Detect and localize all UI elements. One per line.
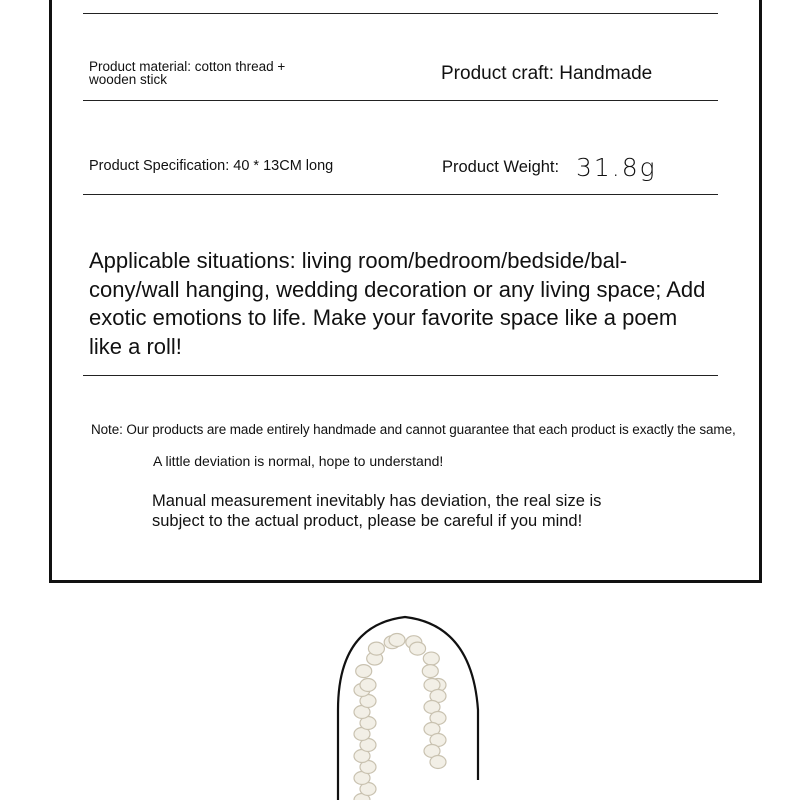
product-craft: Product craft: Handmade bbox=[441, 63, 653, 84]
divider-2 bbox=[83, 194, 718, 195]
rope-knot bbox=[423, 652, 439, 665]
divider-top bbox=[83, 13, 718, 14]
braided-rope-icon bbox=[354, 634, 446, 800]
applicable-situations: Applicable situations: living room/bedroom/bedside/bal-cony/wall hanging, wedding decoration or any living space; Add exotic emotions to life. Make your favorite space like a poem like a roll! bbox=[89, 248, 706, 359]
product-weight-value: 31.8g bbox=[576, 153, 657, 182]
rope-knot bbox=[368, 642, 384, 655]
rope-tieback-photo bbox=[0, 590, 800, 800]
product-weight-label: Product Weight: bbox=[442, 158, 560, 176]
rope-knot bbox=[410, 642, 426, 655]
handmade-note: Note: Our products are made entirely handmade and cannot guarantee that each product is exactly the same, bbox=[91, 422, 736, 437]
rope-knot bbox=[430, 756, 446, 769]
rope-knot bbox=[360, 679, 376, 692]
measurement-note: Manual measurement inevitably has deviation, the real size is subject to the actual product, please be careful if you mind! bbox=[152, 492, 602, 530]
rope-knot bbox=[389, 634, 405, 647]
product-material: Product material: cotton thread + wooden stick bbox=[89, 59, 286, 87]
rope-knot bbox=[422, 665, 438, 678]
divider-1 bbox=[83, 100, 718, 101]
rope-knot bbox=[356, 665, 372, 678]
product-specification: Product Specification: 40 * 13CM long bbox=[89, 158, 334, 174]
deviation-note: A little deviation is normal, hope to understand! bbox=[153, 453, 444, 469]
divider-3 bbox=[83, 375, 718, 376]
